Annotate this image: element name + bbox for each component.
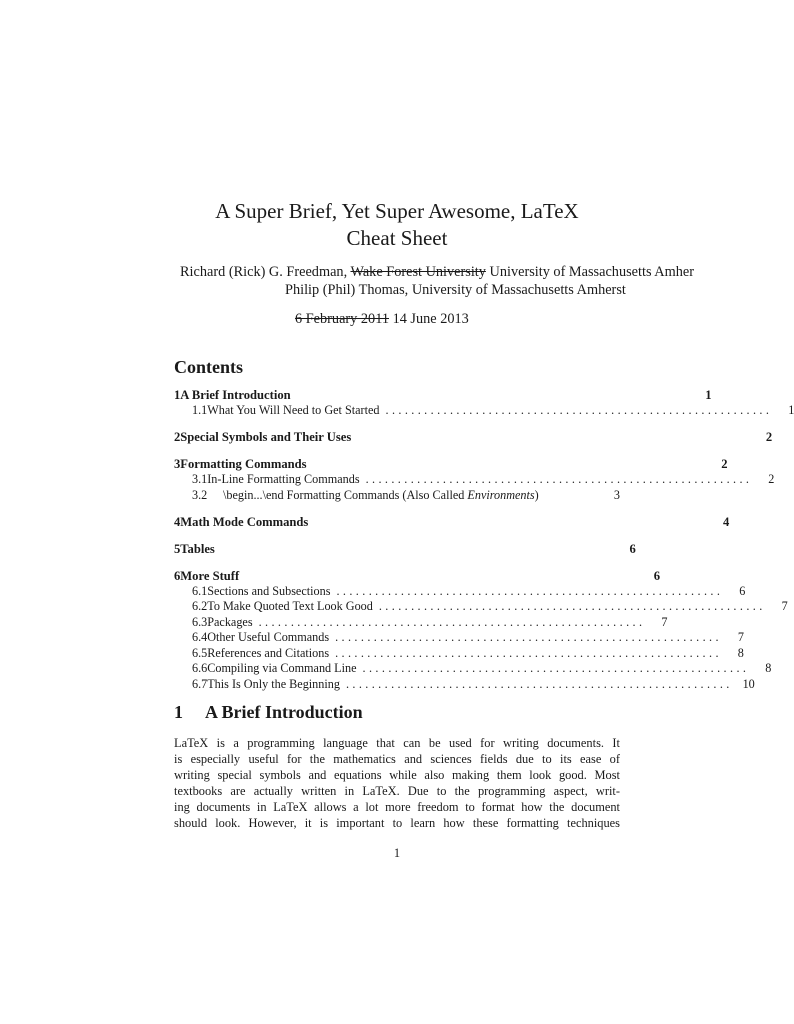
toc-entry-number: 6.1 — [192, 583, 208, 598]
toc-entry-page: 6 — [739, 583, 746, 598]
toc-entry-title — [207, 630, 329, 645]
toc-subsection-entry[interactable] — [174, 661, 772, 677]
toc-entry-page: 6 — [629, 541, 636, 556]
toc-entry-title — [207, 677, 340, 692]
body-text-line: writing special symbols and equations while also making them look good. Most — [174, 768, 620, 782]
author-1-name: Richard (Rick) G. Freedman, — [180, 264, 348, 280]
toc-entry-title-text: Sections and Subsections — [207, 583, 331, 598]
toc-entry-title — [223, 488, 539, 503]
toc-entry-number: 1 — [174, 388, 181, 402]
toc-subsection-entry[interactable] — [174, 630, 744, 646]
toc-subsection-entry[interactable] — [174, 488, 620, 504]
toc-leader-dots: ............................................................ — [336, 583, 724, 598]
toc-section-entry[interactable] — [174, 457, 728, 473]
toc-entry-number: 6.7 — [192, 676, 208, 691]
toc-entry-number: 3 — [174, 457, 181, 471]
toc-entry-title-text: What You Will Need to Get Started — [207, 403, 380, 417]
toc-entry-number: 3.1 — [192, 472, 208, 486]
current-date: 14 June 2013 — [392, 311, 469, 327]
toc-entry-page: 2 — [721, 457, 728, 471]
toc-entry-title — [207, 599, 373, 614]
toc-entry-page: 8 — [737, 645, 744, 660]
toc-entry-number: 6.2 — [192, 599, 208, 613]
toc-entry-title-text: References and Citations — [207, 645, 330, 660]
toc-entry-page: 7 — [781, 599, 788, 613]
toc-subsection-entry[interactable] — [174, 645, 744, 662]
toc-section-entry[interactable] — [174, 388, 712, 404]
toc-entry-title — [207, 584, 330, 599]
toc-entry-title-text: Formatting Commands — [180, 457, 307, 471]
toc-entry-title — [180, 388, 290, 403]
body-text-line: LaTeX is a programming language that can be used for writing documents. It — [174, 736, 620, 750]
toc-entry-title-text: Special Symbols and Their Uses — [180, 430, 352, 444]
toc-section-entry[interactable] — [174, 514, 730, 531]
toc-entry-title-text: \begin...\end Formatting Commands (Also Called — [223, 487, 468, 502]
toc-entry-title — [180, 457, 306, 472]
toc-entry-title-tail: ) — [534, 487, 539, 502]
body-text-line: is especially useful for the mathematics and sciences fields due to its ease of — [174, 752, 620, 766]
toc-entry-title — [180, 569, 239, 584]
struck-date: 6 February 2011 — [295, 311, 389, 327]
toc-entry-page: 6 — [653, 568, 661, 583]
toc-entry-title — [207, 403, 379, 418]
toc-entry-title — [180, 515, 308, 530]
toc-entry-number: 6 — [174, 568, 181, 583]
toc-entry-title-text: A Brief Introduction — [180, 388, 291, 402]
toc-entry-title — [180, 542, 215, 557]
toc-entry-page: 7 — [661, 614, 668, 629]
toc-entry-number: 1.1 — [192, 403, 208, 417]
page-number: 1 — [393, 846, 401, 860]
toc-entry-number: 6.4 — [192, 630, 208, 644]
body-text-line: should look. However, it is important to learn how these formatting techniques — [174, 816, 620, 830]
toc-entry-page: 2 — [768, 472, 775, 486]
toc-entry-number: 4 — [174, 514, 181, 529]
toc-entry-title-text: Math Mode Commands — [180, 514, 309, 529]
toc-entry-number: 2 — [174, 430, 181, 444]
section-heading — [174, 702, 363, 723]
toc-entry-page: 1 — [705, 388, 712, 402]
toc-entry-title-text: Compiling via Command Line — [207, 661, 357, 675]
toc-leader-dots: ............................................................ — [385, 403, 773, 417]
body-text-line: textbooks are actually written in LaTeX. Due to the programming aspect, writ- — [174, 784, 620, 798]
toc-section-entry[interactable] — [174, 568, 661, 585]
document-date — [295, 311, 469, 328]
toc-entry-title — [207, 615, 252, 630]
toc-leader-dots: ............................................................ — [362, 661, 750, 675]
toc-subsection-entry[interactable] — [174, 403, 794, 419]
toc-entry-number: 3.2 — [192, 487, 208, 502]
toc-subsection-entry[interactable] — [174, 599, 788, 615]
toc-entry-title — [180, 430, 351, 445]
toc-entry-title — [207, 661, 356, 676]
toc-entry-page: 7 — [737, 630, 744, 644]
toc-entry-number: 5 — [174, 541, 181, 556]
toc-subsection-entry[interactable] — [174, 614, 668, 631]
toc-entry-page: 10 — [742, 676, 755, 691]
toc-leader-dots: ............................................................ — [378, 599, 766, 613]
toc-subsection-entry[interactable] — [174, 472, 775, 488]
body-text-line: ing documents in LaTeX allows a lot more freedom to format how the document — [174, 800, 620, 814]
toc-leader-dots: ............................................................ — [335, 630, 722, 644]
section-number: 1 — [174, 702, 183, 722]
toc-entry-title-text: In-Line Formatting Commands — [207, 472, 360, 486]
toc-entry-title-text: This Is Only the Beginning — [207, 676, 340, 691]
section-title: A Brief Introduction — [205, 702, 363, 722]
toc-entry-page: 8 — [765, 661, 772, 675]
toc-leader-dots: ............................................................ — [258, 614, 646, 629]
toc-entry-page: 3 — [613, 487, 620, 502]
toc-entry-title-italic: Environments — [467, 487, 535, 502]
author-1-struck-affiliation: Wake Forest University — [350, 264, 486, 280]
toc-entry-title — [207, 646, 329, 661]
toc-entry-page: 2 — [765, 430, 773, 444]
author-1 — [180, 264, 694, 281]
section-body-text — [174, 735, 620, 831]
toc-entry-page: 1 — [788, 403, 794, 417]
author-1-affiliation: University of Massachusetts Amher — [489, 264, 694, 280]
toc-entry-title-text: Other Useful Commands — [207, 630, 330, 644]
document-title-line-2: Cheat Sheet — [346, 226, 448, 250]
contents-heading: Contents — [174, 357, 244, 377]
toc-entry-title-text: Tables — [180, 541, 215, 556]
document-title-line-1: A Super Brief, Yet Super Awesome, LaTeX — [215, 199, 579, 223]
author-2: Philip (Phil) Thomas, University of Massachusetts Amherst — [285, 282, 626, 298]
toc-entry-title-text: Packages — [207, 614, 253, 629]
toc-entry-page: 4 — [722, 514, 730, 529]
toc-section-entry[interactable] — [174, 430, 773, 446]
toc-entry-number: 6.6 — [192, 661, 208, 675]
toc-entry-number: 6.5 — [192, 645, 208, 660]
toc-subsection-entry[interactable] — [174, 676, 755, 693]
toc-entry-number: 6.3 — [192, 614, 208, 629]
toc-leader-dots: ............................................................ — [365, 472, 753, 486]
toc-subsection-entry[interactable] — [174, 583, 746, 600]
toc-leader-dots: ............................................................ — [335, 645, 722, 660]
toc-section-entry[interactable] — [174, 541, 636, 558]
toc-entry-title-text: More Stuff — [180, 568, 240, 583]
toc-entry-title — [207, 472, 359, 487]
toc-entry-title-text: To Make Quoted Text Look Good — [207, 599, 373, 613]
toc-leader-dots: ............................................................ — [345, 676, 733, 691]
